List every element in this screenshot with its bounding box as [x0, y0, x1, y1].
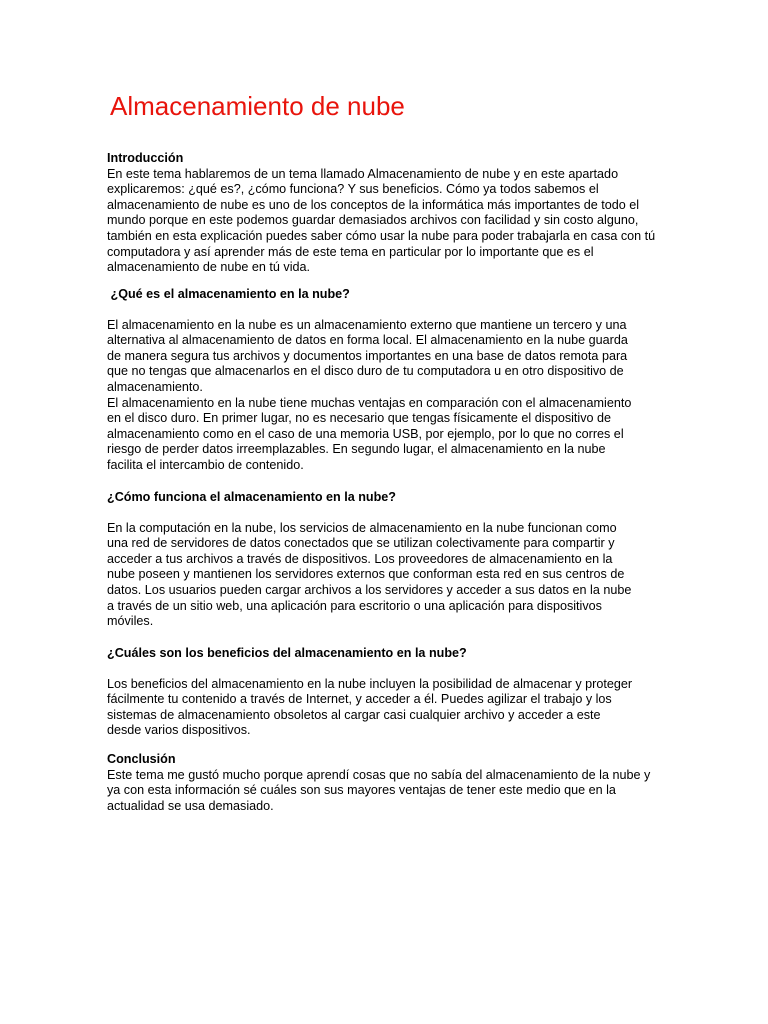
section-como-funciona — [107, 490, 663, 630]
section-heading: Introducción — [107, 151, 184, 165]
section-heading: Conclusión — [107, 752, 176, 766]
section-introduccion — [107, 151, 663, 276]
section-conclusion — [107, 752, 663, 814]
section-beneficios — [107, 646, 663, 739]
section-body: Los beneficios del almacenamiento en la nube incluyen la posibilidad de almacenar y proteger fácilmente tu contenido a través de Internet, y acceder a él. Puedes agilizar el trabajo y los sistemas de almacenamiento obsoletos al cargar casi cualquier archivo y acceder a este desde varios dispositivos. — [107, 676, 633, 738]
section-body: En este tema hablaremos de un tema llamado Almacenamiento de nube y en este apartado explicaremos: ¿qué es?, ¿cómo funciona? Y sus beneficios. Cómo ya todos sabemos el almacenamiento de nube es uno de los conceptos de la informática más importantes de todo el mundo porque en este podemos guardar demasiados archivos con facilidad y sin costo alguno, también en esta explicación puedes saber cómo usar la nube para poder trabajarla en casa con tú computadora y así aprender más de este tema en particular por lo importante que es el almacenamiento de nube en tú vida. — [107, 166, 656, 275]
section-heading: ¿Cuáles son los beneficios del almacenamiento en la nube? — [107, 646, 467, 660]
section-body: Este tema me gustó mucho porque aprendí cosas que no sabía del almacenamiento de la nube y ya con esta información sé cuáles son sus mayores ventajas de tener este medio que en la actualidad se usa demasiado. — [107, 767, 651, 813]
section-que-es — [107, 287, 663, 474]
section-heading: ¿Qué es el almacenamiento en la nube? — [107, 287, 350, 301]
document-title: Almacenamiento de nube — [110, 91, 405, 121]
section-body: En la computación en la nube, los servicios de almacenamiento en la nube funcionan como una red de servidores de datos conectados que se utilizan colectivamente para compartir y acceder a tus archivos a través de dispositivos. Los proveedores de almacenamiento en la nube poseen y mantienen los servidores externos que conforman esta red en sus centros de datos. Los usuarios pueden cargar archivos a los servidores y acceder a sus datos en la nube a través de un sitio web, una aplicación para escritorio o una aplicación para dispositivos móviles. — [107, 520, 632, 629]
section-heading: ¿Cómo funciona el almacenamiento en la nube? — [107, 490, 397, 504]
section-body: El almacenamiento en la nube es un almacenamiento externo que mantiene un tercero y una alternativa al almacenamiento de datos en forma local. El almacenamiento en la nube guarda de manera segura tus archivos y documentos importantes en una base de datos remota para que no tengas que almacenarlos en el disco duro de tu computadora u en otro dispositivo de almacenamiento. El almacenamiento en la nube tiene muchas ventajas en comparación con el almacenamiento en el disco duro. En primer lugar, no es necesario que tengas físicamente el dispositivo de almacenamiento como en el caso de una memoria USB, por ejemplo, por lo que no corres el riesgo de perder datos irreemplazables. En segundo lugar, el almacenamiento en la nube facilita el intercambio de contenido. — [107, 317, 632, 472]
